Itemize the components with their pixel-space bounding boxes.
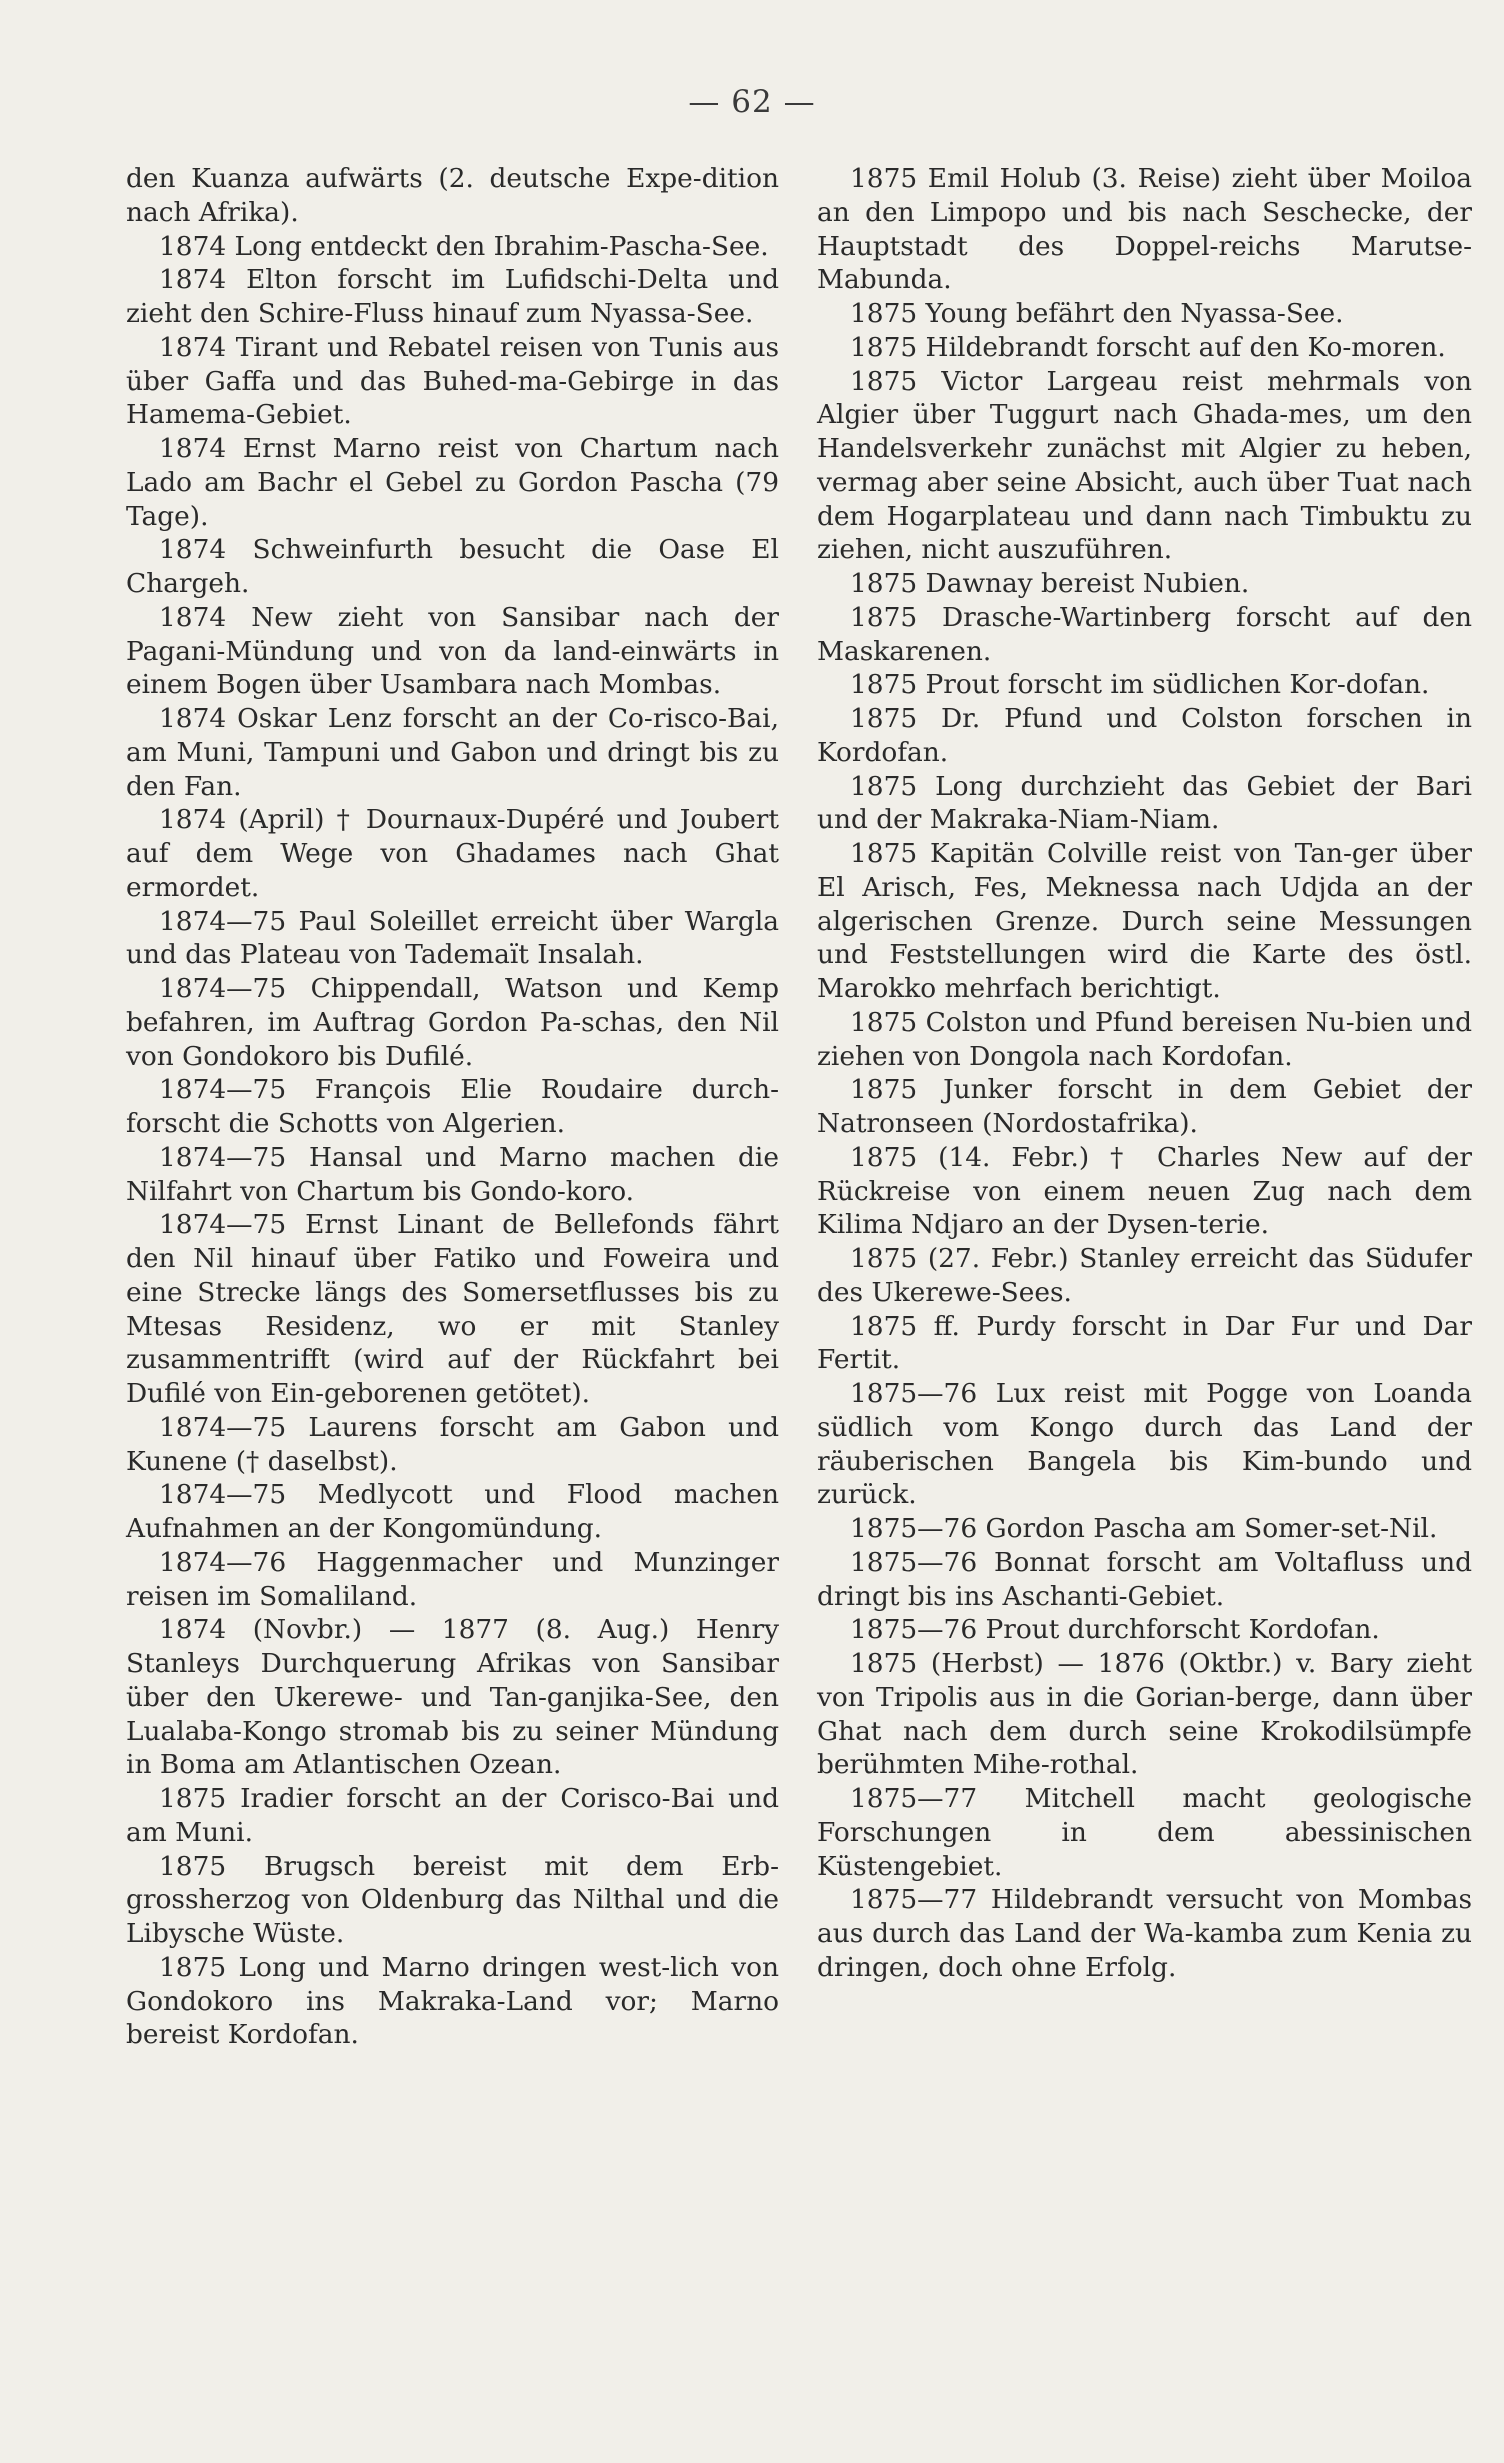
right-entry: 1875 Junker forscht in dem Gebiet der Natronseen (Nordostafrika). <box>817 1074 1472 1139</box>
left-entry: 1874 Ernst Marno reist von Chartum nach Lado am Bachr el Gebel zu Gordon Pascha (79 Tage). <box>126 433 779 532</box>
right-entry: 1875 Victor Largeau reist mehrmals von Algier über Tuggurt nach Ghada-mes, um den Handelsverkehr zunächst mit Algier zu heben, vermag aber seine Absicht, auch über Tuat nach dem Hogarplateau und dann nach Timbuktu zu ziehen, nicht auszuführen. <box>817 365 1472 566</box>
right-entry: 1875 Prout forscht im südlichen Kor-dofan. <box>850 669 1430 701</box>
right-entry: 1875—76 Gordon Pascha am Somer-set-Nil. <box>850 1513 1438 1544</box>
left-entry: 1874 New zieht von Sansibar nach der Pagani-Mündung und von da land-einwärts in einem Bogen über Usambara nach Mombas. <box>126 601 779 701</box>
right-entry: 1875 Hildebrandt forscht auf den Ko-moren. <box>850 331 1446 363</box>
right-entry: 1875 (27. Febr.) Stanley erreicht das Südufer des Ukerewe-Sees. <box>817 1243 1472 1308</box>
left-entry: 1875 Long und Marno dringen west-lich von Gondokoro ins Makraka-Land vor; Marno bereist Kordofan. <box>126 1951 779 2051</box>
left-entry: 1874—75 Chippendall, Watson und Kemp befahren, im Auftrag Gordon Pa-schas, den Nil von Gondokoro bis Dufilé. <box>126 973 779 1072</box>
left-entry: 1874 Long entdeckt den Ibrahim-Pascha-See. <box>159 230 769 262</box>
right-entry: 1875—76 Bonnat forscht am Voltafluss und dringt bis ins Aschanti-Gebiet. <box>817 1546 1472 1612</box>
left-entry: 1875 Brugsch bereist mit dem Erb-grossherzog von Oldenburg das Nilthal und die Libysche Wüste. <box>126 1850 779 1949</box>
left-entry: 1874 Schweinfurth besucht die Oase El Chargeh. <box>126 534 779 599</box>
left-entry: 1874—75 Laurens forscht am Gabon und Kunene († daselbst). <box>126 1411 779 1477</box>
right-entry: 1875 Emil Holub (3. Reise) zieht über Moiloa an den Limpopo und bis nach Seschecke, der Hauptstadt des Doppel-reichs Marutse-Mabunda. <box>817 163 1472 296</box>
right-entry: 1875 Colston und Pfund bereisen Nu-bien und ziehen von Dongola nach Kordofan. <box>817 1006 1472 1072</box>
right-text-column <box>817 162 1472 1985</box>
right-entry: 1875 Dawnay bereist Nubien. <box>850 568 1250 599</box>
left-entry: 1874—75 Ernst Linant de Bellefonds fährt den Nil hinauf über Fatiko und Foweira und eine Strecke längs des Somersetflusses bis zu Mtesas Residenz, wo er mit Stanley zusammentrifft (wird auf der Rückfahrt bei Dufilé von Ein-geborenen getötet). <box>126 1209 779 1409</box>
left-entry: 1874 (April) † Dournaux-Dupéré und Joubert auf dem Wege von Ghadames nach Ghat ermordet. <box>126 804 779 903</box>
left-entry: 1874—75 Medlycott und Flood machen Aufnahmen an der Kongomündung. <box>126 1479 779 1544</box>
right-entry: 1875 Young befährt den Nyassa-See. <box>850 298 1344 329</box>
right-entry: 1875—77 Mitchell macht geologische Forschungen in dem abessinischen Küstengebiet. <box>817 1783 1472 1882</box>
right-entry: 1875 Dr. Pfund und Colston forschen in Kordofan. <box>817 703 1472 768</box>
right-entry: 1875—76 Lux reist mit Pogge von Loanda südlich vom Kongo durch das Land der räuberischen Bangela bis Kim-bundo und zurück. <box>817 1378 1472 1511</box>
left-entry: 1874 Oskar Lenz forscht an der Co-risco-Bai, am Muni, Tampuni und Gabon und dringt bis zu den Fan. <box>126 703 779 802</box>
right-entry: 1875 Long durchzieht das Gebiet der Bari und der Makraka-Niam-Niam. <box>817 770 1472 836</box>
right-entry: 1875—76 Prout durchforscht Kordofan. <box>850 1614 1380 1646</box>
right-entry: 1875 Kapitän Colville reist von Tan-ger über El Arisch, Fes, Meknessa nach Udjda an der algerischen Grenze. Durch seine Messungen und Feststellungen wird die Karte des östl. Marokko mehrfach berichtigt. <box>817 838 1472 1004</box>
right-entry: 1875—77 Hildebrandt versucht von Mombas aus durch das Land der Wa-kamba zum Kenia zu dringen, doch ohne Erfolg. <box>817 1884 1472 1983</box>
left-entry: 1874 Tirant und Rebatel reisen von Tunis aus über Gaffa und das Buhed-ma-Gebirge in das Hamema-Gebiet. <box>126 331 779 431</box>
left-text-column <box>126 162 779 2052</box>
left-entry: 1874—75 Paul Soleillet erreicht über Wargla und das Plateau von Tademaït Insalah. <box>126 905 779 971</box>
page-number: — 62 — <box>688 84 816 120</box>
left-entry: 1874 (Novbr.) — 1877 (8. Aug.) Henry Stanleys Durchquerung Afrikas von Sansibar über den Ukerewe- und Tan-ganjika-See, den Lualaba-Kongo stromab bis zu seiner Mündung in Boma am Atlantischen Ozean. <box>126 1614 779 1781</box>
left-entry: 1874 Elton forscht im Lufidschi-Delta und zieht den Schire-Fluss hinauf zum Nyassa-See. <box>126 264 779 329</box>
right-entry: 1875 ff. Purdy forscht in Dar Fur und Dar Fertit. <box>817 1310 1472 1376</box>
left-entry: den Kuanza aufwärts (2. deutsche Expe-dition nach Afrika). <box>126 163 779 228</box>
right-entry: 1875 Drasche-Wartinberg forscht auf den Maskarenen. <box>817 601 1472 667</box>
left-entry: 1874—75 François Elie Roudaire durch-forscht die Schotts von Algerien. <box>126 1074 779 1139</box>
right-entry: 1875 (Herbst) — 1876 (Oktbr.) v. Bary zieht von Tripolis aus in die Gorian-berge, dann über Ghat nach dem durch seine Krokodilsümpfe berühmten Mihe-rothal. <box>817 1648 1472 1781</box>
right-entry: 1875 (14. Febr.) † Charles New auf der Rückreise von einem neuen Zug nach dem Kilima Ndjaro an der Dysen-terie. <box>817 1141 1472 1241</box>
left-entry: 1875 Iradier forscht an der Corisco-Bai und am Muni. <box>126 1783 779 1848</box>
left-entry: 1874—76 Haggenmacher und Munzinger reisen im Somaliland. <box>126 1546 779 1612</box>
left-entry: 1874—75 Hansal und Marno machen die Nilfahrt von Chartum bis Gondo-koro. <box>126 1141 779 1207</box>
